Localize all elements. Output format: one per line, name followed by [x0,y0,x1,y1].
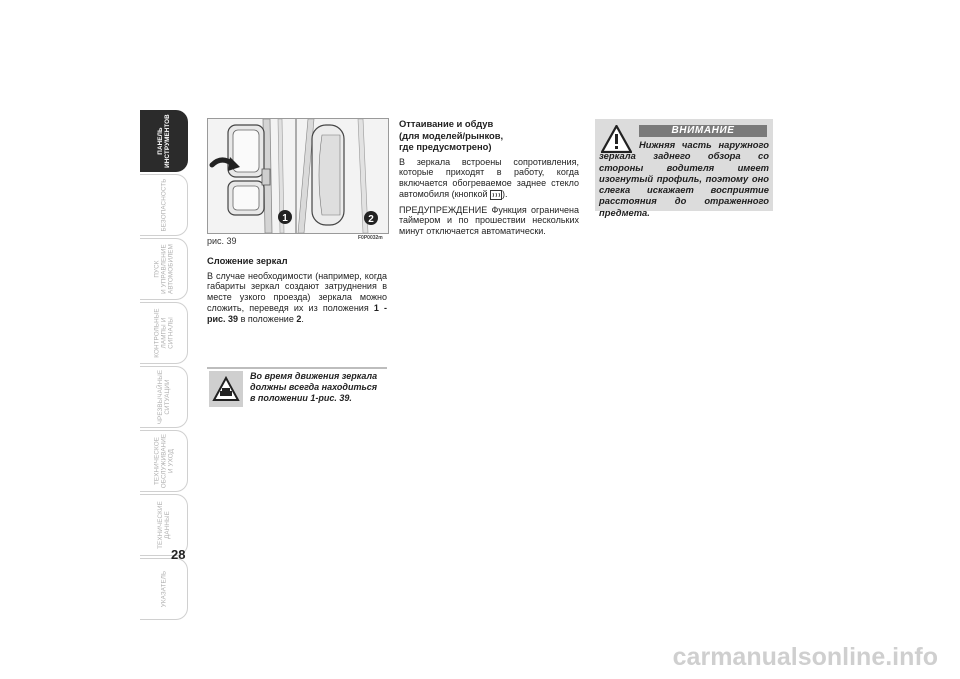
tab-label: БЕЗОПАСНОСТЬ [160,178,167,232]
section-paragraph: В зеркала встроены сопротивления, которые приходят в работу, когда включается обогреваемое заднее стекло автомобиля (кнопкой ). [399,156,579,199]
position-reference: 2 [296,313,302,324]
section-paragraph: ПРЕДУПРЕЖДЕНИЕ Функция ограничена таймером и по прошествии нескольких минут отключается автоматически. [399,204,579,237]
tab-label: ПАНЕЛЬ ИНСТРУМЕНТОВ [156,114,171,168]
tab-label: ЧРЕЗВЫЧАЙНЫЕ СИТУАЦИИ [156,369,171,425]
figure-code: F0P0032m [358,235,383,241]
attention-title: ВНИМАНИЕ [639,125,767,137]
callout-1: 1 [282,213,288,224]
callout-2: 2 [368,214,374,225]
divider [207,367,387,369]
tab-label: УКАЗАТЕЛЬ [160,570,167,608]
rear-defrost-icon [490,190,502,200]
tab-maintenance[interactable] [140,430,188,492]
tab-emergency[interactable] [140,366,188,428]
section-folding-mirrors [207,255,387,329]
watermark: carmanualsonline.info [672,643,938,671]
tab-starting-driving[interactable] [140,238,188,300]
section-defrosting [399,118,579,242]
tab-label: ТЕХНИЧЕСКОЕ ОБСЛУЖИВАНИЕ И УХОД [153,433,174,489]
figure-reference: 1 - рис. 39 [207,302,387,324]
tab-safety[interactable] [140,174,188,236]
warning-icon [209,371,243,407]
attention-text: Нижняя часть наружного зеркала заднего обзора со стороны водителя имеет изогнутый профиль, поэтому оно слегка искажает восприятие расстояния до отраженного предмета. [599,139,769,218]
tab-index[interactable] [140,558,188,620]
section-heading: Оттаивание и обдув (для моделей/рынков, где предусмотрено) [399,118,504,152]
mirror-illustration [208,119,388,233]
attention-box [595,119,773,218]
tab-label: ТЕХНИЧЕСКИЕ ДАННЫЕ [156,501,171,549]
tab-label: КОНТРОЛЬНЫЕ ЛАМПЫ И СИГНАЛЫ [153,308,174,358]
driving-warning [207,371,387,409]
tab-label: ПУСК И УПРАВЛЕНИЕ АВТОМОБИЛЕМ [153,244,174,294]
page-number: 28 [171,547,186,562]
tab-dashboard[interactable] [140,110,188,172]
chapter-tabs [140,110,188,622]
mirror-figure [207,118,389,234]
section-heading: Сложение зеркал [207,255,288,266]
warning-text: Во время движения зеркала должны всегда находиться в положении 1-рис. 39. [250,371,378,403]
figure-caption: рис. 39 [207,236,237,246]
tab-warning-lights[interactable] [140,302,188,364]
section-paragraph: В случае необходимости (например, когда габариты зеркал создают затруднения в месте узкого проезда) зеркала можно сложить, переведя их из положения 1 - рис. 39 в положение 2. [207,270,387,324]
